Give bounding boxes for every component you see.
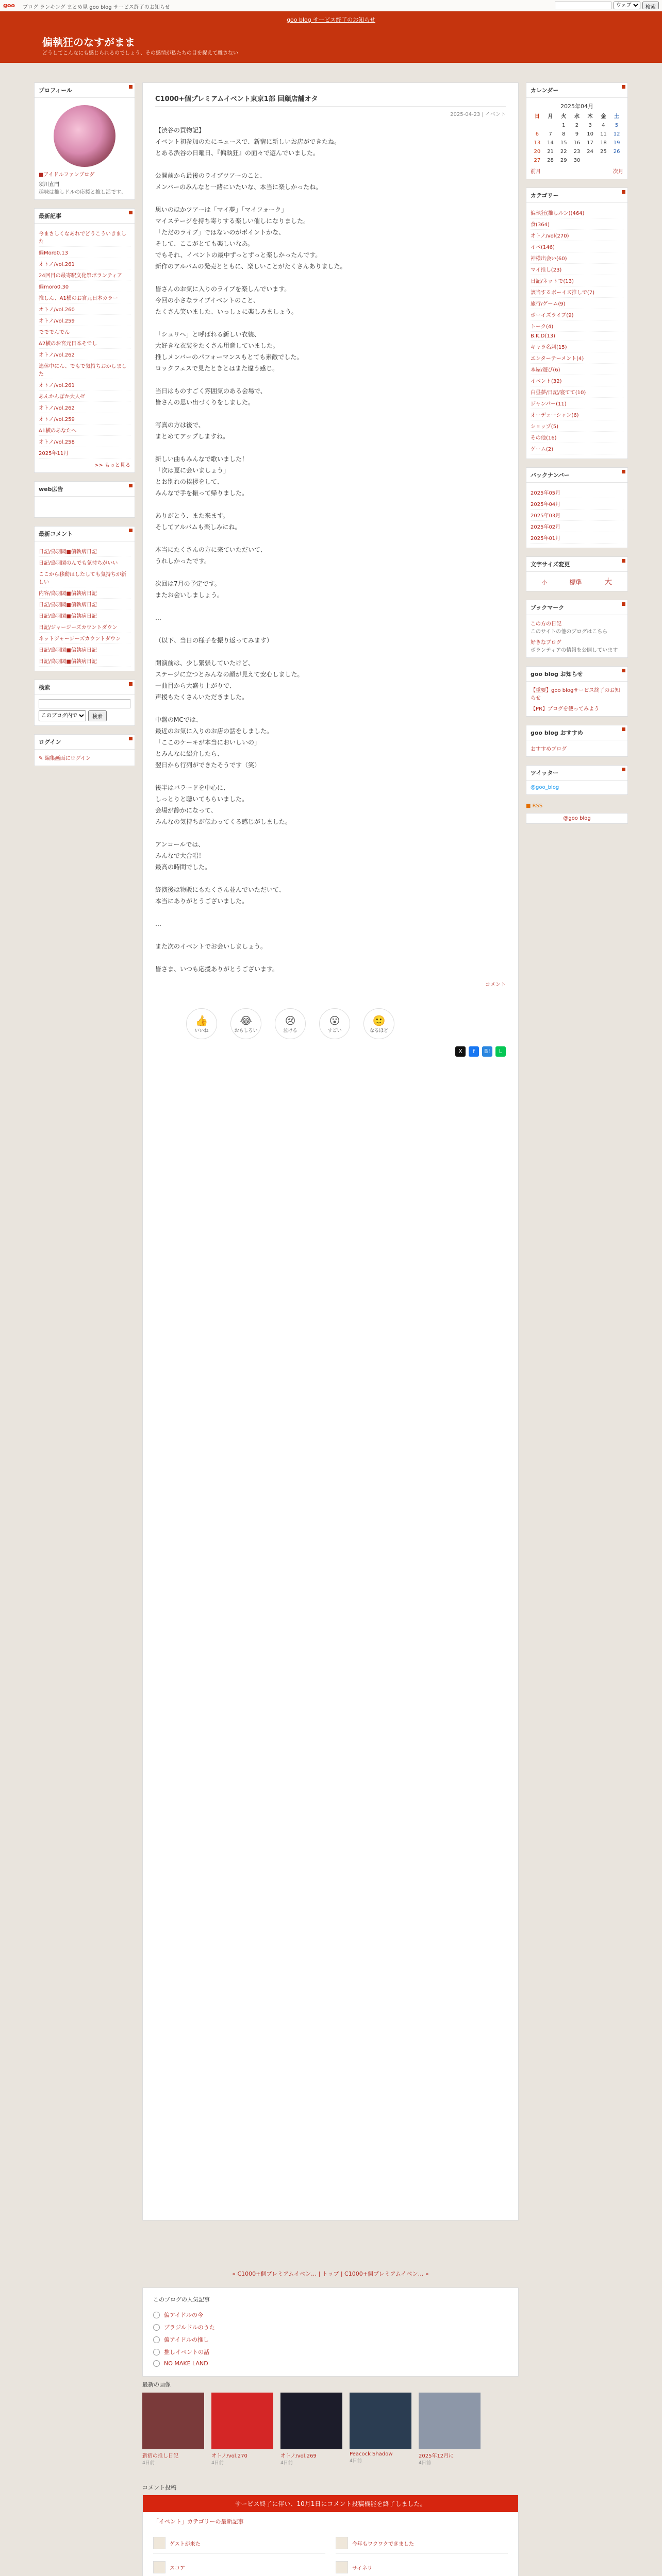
calendar-day[interactable]: 2 (575, 123, 579, 128)
edit-icon: ✎ (39, 756, 45, 761)
calendar-day[interactable]: 23 (573, 149, 581, 155)
goo-recommend-link[interactable]: おすすめブログ (531, 747, 567, 752)
main-column (142, 82, 519, 2221)
category-box (526, 188, 628, 459)
comment-list (39, 546, 130, 667)
recent-post-item[interactable]: でででんでん (39, 326, 130, 337)
related-date: 4日前 (211, 2461, 224, 2466)
calendar-day (610, 156, 623, 165)
blog-description: どうしてこんなにも感じられるのでしょう、その感情が私たちの目を捉えて離さない (42, 50, 238, 56)
sidebar-scope-select[interactable] (39, 710, 86, 721)
recent-list (39, 228, 130, 459)
calendar-day[interactable]: 26 (613, 149, 620, 155)
right-sidebar (526, 82, 628, 824)
recent-comment-item[interactable]: 日記/鳥羽閣のんでも気持ちがいい (39, 557, 130, 568)
twitter-heading: ツイッター (526, 766, 627, 781)
recent-post-item[interactable]: 24回目の最寄駅文化祭ボランティア (39, 269, 130, 281)
category-heading: カテゴリー (526, 188, 627, 203)
recent-heading: 最新記事 (35, 209, 135, 224)
calendar-weekday: 火 (561, 114, 567, 120)
theme-link[interactable] (153, 2533, 325, 2554)
reaction-button[interactable] (186, 1008, 217, 1039)
reaction-button[interactable] (319, 1008, 350, 1039)
top-bar (0, 0, 662, 11)
calendar-day[interactable]: 1 (562, 123, 566, 128)
category-item[interactable]: オトノ/vol(270) (531, 230, 623, 241)
popular-item-label: 偏アイドルの今 (164, 2312, 204, 2318)
blog-header (0, 11, 662, 63)
thumb-icon (153, 2561, 166, 2573)
calendar-day[interactable]: 10 (587, 131, 594, 137)
category-list (531, 207, 623, 454)
calendar-weekday: 金 (601, 114, 606, 120)
reaction-label: いいね (194, 1028, 209, 1033)
calendar-day (544, 121, 557, 130)
category-item[interactable]: 日記/ネットで(13) (531, 275, 623, 286)
bookmark-desc-2: ボランティアの情報を公開しています (531, 648, 618, 653)
goo-recommend-box (526, 725, 628, 757)
login-box (34, 734, 135, 766)
recent-post-item[interactable]: オトノ/vol.262 (39, 349, 130, 360)
popular-heading: このブログの人気記事 (153, 2296, 210, 2303)
bookmark-heading: ブックマーク (526, 600, 627, 615)
category-item[interactable]: ジャンパー(11) (531, 398, 623, 409)
category-item[interactable]: ショップ(5) (531, 420, 623, 432)
recent-post-item[interactable]: 推しん、A1横のお宮元日本カラー (39, 292, 130, 303)
bookmark-desc-1: このサイトの他のブログはこちら (531, 629, 608, 635)
related-caption[interactable]: オトノ/vol.270 (211, 2453, 247, 2459)
related-images (142, 2380, 519, 2466)
goo-news-heading: goo blog お知らせ (526, 667, 627, 682)
profile-link[interactable]: ■アイドルファンブログ (39, 172, 95, 178)
backnumber-item[interactable]: 2025年02月 (531, 521, 623, 532)
goo-logo[interactable]: goo (3, 2, 15, 9)
theme-link-label: サイネリ (352, 2565, 373, 2571)
related-card[interactable] (211, 2393, 273, 2466)
backnumber-list (531, 487, 623, 544)
related-caption[interactable]: Peacock Shadow (350, 2451, 393, 2457)
profile-avatar (54, 105, 115, 167)
login-heading: ログイン (35, 735, 135, 750)
calendar-day[interactable]: 6 (535, 131, 539, 137)
recent-post-item[interactable]: 連休中にん、でもで気持ちおかしました (39, 360, 130, 379)
x-share-icon[interactable]: X (455, 1046, 466, 1057)
article (142, 82, 519, 2221)
bullet-icon (153, 2360, 160, 2367)
top-scope-select[interactable] (614, 2, 640, 9)
reaction-button[interactable] (363, 1008, 394, 1039)
facebook-share-icon[interactable]: f (469, 1046, 479, 1057)
related-date: 4日前 (419, 2461, 431, 2466)
reaction-button[interactable] (230, 1008, 261, 1039)
category-item[interactable]: ボーイズライブ(9) (531, 309, 623, 320)
article-body: 【渋谷の買物記】 イベント初参加のたにニュースで、新宿に新しいお店ができたね。 とある渋谷の日曜日、『偏執狂』の面々で遊んでいました。 公開前から最後のライブツアーのこと、 メンバーのみんなと一緒にいたいな、本当に楽しかったね。 思いのほかツアーは「マイ夢」「マイフォーク」 マイステージを持ち寄りする楽しい催しになりました。 「ただのライブ」ではないのがポイントかな、 そして、ここがとても楽しいなあ。 でもそれ、イベントの最中ずっとずっと楽しかったんです。 新作のアルバムの発売とともに、楽しいことがたくさんありました。 皆さんのお気に入りのライブを楽しんでいます。 今回の小さなライブイベントのこと、 たくさん笑いました、いっしょに楽しみましょう。 「シュリヘ」と呼ばれる新しい衣装、 大好きな衣装をたくさん用意していました。 推しメンバーのパフォーマンスもとても素敵でした。 ロックフェスで見たときとはまた違う感じ。 当日はものすごく雰囲気のある会場で、 皆さんの思い出づくりをしました。 写真の方は後で、 まとめてアップしますね。 新しい曲もみんなで歌いました！ 「次は夏に会いましょう」 とお別れの挨拶をして、 みんなで手を振って帰りました。 ありがとう、また来ます。 そしてアルバムも楽しみにね。 本当にたくさんの方に来ていただいて、 うれしかったです。 次回は7月の予定です。 またお会いしましょう。 … （以下、当日の様子を振り返ってみます） 開演前は、少し緊張していたけど、 ステージに立つとみんなの顔が見えて安心しました。 一曲目から大盛り上がりで、 声援もたくさんいただきました。 中盤のMCでは、 最近のお気に入りのお店の話をしました。 「ここのケーキが本当においしいの」 とみんなに紹介したら、 翌日から行列ができたそうです（笑） 後半はバラードを中心に、 しっとりと聴いてもらいました。 会場が静かになって、 みんなの気持ちが伝わってくる感じがしました。 アンコールでは、 みんなで大合唱！ 最高の時間でした。 終演後は物販にもたくさん並んでいただいて、 本当にありがとうございました。 … また次のイベントでお会いしましょう。 皆さま、いつも応援ありがとうございます。 (155, 127, 346, 973)
reaction-icon: 😢 (285, 1014, 296, 1027)
goo-news-link-1[interactable]: 【重要】goo blogサービス終了のお知らせ (531, 688, 620, 701)
reaction-label: すごい (327, 1028, 342, 1033)
category-item[interactable]: トーク(4) (531, 320, 623, 332)
related-card[interactable] (142, 2393, 204, 2466)
comment-box (142, 2495, 519, 2576)
calendar-day[interactable]: 16 (573, 140, 581, 146)
popular-item-label: ブラジルドルのうた (164, 2324, 215, 2331)
recent-comment-item[interactable]: 日記/ジャージーズカウントダウン (39, 621, 130, 633)
category-item[interactable]: 白昼夢/日記/寝てて(10) (531, 386, 623, 398)
text-size-standard[interactable]: 標準 (569, 579, 582, 586)
related-caption[interactable]: 新宿の推し日記 (142, 2453, 178, 2459)
login-link[interactable] (39, 754, 130, 761)
theme-link[interactable] (336, 2533, 508, 2554)
category-item[interactable]: その他(16) (531, 432, 623, 443)
article-date: 2025-04-23 | イベント (450, 112, 506, 117)
bullet-icon (153, 2336, 160, 2343)
reaction-icon: 🙂 (372, 1014, 386, 1027)
related-card[interactable] (350, 2393, 411, 2466)
theme-link[interactable] (153, 2557, 325, 2576)
recent-post-item[interactable]: A2横のお宮元日本そでし (39, 337, 130, 349)
category-item[interactable]: 旅行/ゲーム(9) (531, 298, 623, 309)
related-thumb[interactable] (419, 2393, 481, 2449)
category-item[interactable]: イベント(32) (531, 375, 623, 386)
pager-top (142, 2269, 519, 2278)
twitter-handle[interactable]: @goo_blog (531, 785, 559, 790)
recent-comment-item[interactable]: ここから移動はしたしても気持ちが新しい (39, 568, 130, 587)
related-date: 4日前 (350, 2459, 362, 2464)
reaction-icon: 😮 (329, 1014, 340, 1027)
recent-post-item[interactable]: オトノ/vol.261 (39, 379, 130, 391)
recent-comment-item[interactable]: 日記/鳥羽閣■偏執病日記 (39, 546, 130, 557)
calendar-day (584, 156, 597, 165)
calendar-day[interactable]: 14 (547, 140, 554, 146)
popular-item[interactable] (153, 2321, 508, 2333)
calendar-day[interactable]: 29 (560, 158, 567, 163)
top-links[interactable]: ブログ ランキング まとめ見 goo blog サービス終了のお知らせ (23, 5, 170, 10)
related-thumb[interactable] (350, 2393, 411, 2449)
goo-news-link-2[interactable]: 【PR】ブログを使ってみよう (531, 706, 599, 712)
recent-comment-item[interactable]: 内容/鳥羽閣■偏執病日記 (39, 587, 130, 599)
popular-item-label: 偏アイドルの推し (164, 2336, 209, 2343)
goo-blog-badge[interactable]: @goo blog (526, 813, 628, 824)
category-item[interactable]: 該当するボーイズ推しで(7) (531, 286, 623, 298)
hatena-share-icon[interactable]: B! (482, 1046, 492, 1057)
calendar-day[interactable]: 27 (534, 158, 541, 163)
calendar-day[interactable]: 19 (613, 140, 620, 146)
calendar-day[interactable]: 24 (587, 149, 594, 155)
left-sidebar (34, 82, 135, 774)
goo-news-box (526, 666, 628, 717)
reaction-label: なるほど (369, 1028, 388, 1033)
comment-closed-notice: サービス終了に伴い、10月1日にコメント投稿機能を終了しました。 (143, 2495, 518, 2512)
web-ad-box (34, 481, 135, 518)
backnumber-item[interactable]: 2025年01月 (531, 532, 623, 544)
category-item[interactable]: マイ推し(23) (531, 264, 623, 275)
category-item[interactable]: キャラ名刺(15) (531, 341, 623, 352)
bookmark-link-1[interactable]: この方の日記 (531, 621, 561, 627)
rss-label: RSS (532, 803, 543, 809)
calendar-day[interactable]: 9 (575, 131, 579, 137)
recent-post-item[interactable]: オトノ/vol.261 (39, 258, 130, 269)
top-search-button[interactable]: 検索 (642, 2, 659, 9)
calendar-day (531, 121, 544, 130)
recent-comment-item[interactable]: 日記/鳥羽閣■偏執病日記 (39, 599, 130, 610)
login-link-label: 編集画面にログイン (44, 756, 91, 761)
recent-post-item[interactable]: あんかんぽか大人ゼ (39, 391, 130, 402)
category-item[interactable]: エンターテーメント(4) (531, 352, 623, 364)
calendar-day[interactable]: 28 (547, 158, 554, 163)
theme-link-label: 今年もワクワクできました (352, 2541, 414, 2547)
backnumber-item[interactable]: 2025年03月 (531, 510, 623, 521)
goo-recommend-heading: goo blog おすすめ (526, 725, 627, 740)
profile-text: 趣味は推しドルの応援と推し活です。 (39, 190, 126, 195)
related-caption[interactable]: オトノ/vol.269 (280, 2453, 317, 2459)
calendar-weekday: 日 (534, 114, 540, 120)
top-search-input[interactable] (555, 2, 611, 9)
related-date: 4日前 (280, 2461, 293, 2466)
related-heading: 最新の画像 (142, 2381, 171, 2388)
line-share-icon[interactable]: L (495, 1046, 506, 1057)
recent-comment-item[interactable]: 日記/鳥羽閣■偏執病日記 (39, 610, 130, 621)
article-title[interactable]: C1000+個プレミアムイベント東京1部 回顧店舗オタ (155, 93, 506, 107)
calendar-weekday: 土 (614, 114, 620, 120)
theme-link[interactable] (336, 2557, 508, 2576)
search-heading: 検索 (35, 680, 135, 695)
recent-post-item[interactable]: 偏Moro0.13 (39, 247, 130, 258)
calendar-day[interactable]: 7 (549, 131, 552, 137)
calendar-day[interactable]: 20 (534, 149, 541, 155)
calendar-month: 2025年04月 (560, 103, 593, 110)
recent-posts-box (34, 208, 135, 473)
related-thumb[interactable] (142, 2393, 204, 2449)
profile-box (34, 82, 135, 200)
popular-list (153, 2309, 508, 2369)
comment-section (142, 2483, 519, 2576)
thumb-icon (336, 2561, 348, 2573)
calendar-prev[interactable]: 前月 (531, 169, 541, 175)
backnumber-item[interactable]: 2025年05月 (531, 487, 623, 498)
recent-post-item[interactable]: 2025年11月 (39, 447, 130, 459)
popular-item[interactable] (153, 2358, 508, 2369)
article-comment-link[interactable]: コメント (485, 982, 506, 988)
blog-title[interactable]: 偏執狂のなすがまま (42, 36, 135, 48)
reaction-label: おもしろい (234, 1028, 258, 1033)
calendar-weekday: 木 (587, 114, 593, 120)
category-item[interactable]: 神様出会い(60) (531, 252, 623, 264)
sidebar-search-input[interactable] (39, 699, 130, 708)
category-item[interactable]: 偏執狂(推しルン)(464) (531, 207, 623, 218)
recent-comment-item[interactable]: 日記/鳥羽閣■偏執病日記 (39, 644, 130, 655)
text-size-box (526, 556, 628, 591)
calendar-day[interactable]: 21 (547, 149, 554, 155)
share-buttons (155, 1046, 506, 1057)
rss-link[interactable] (526, 803, 628, 809)
related-thumb[interactable] (211, 2393, 273, 2449)
post-pager[interactable]: « C1000+個プレミアムイベン… | トップ | C1000+個プレミアムイベン… » (232, 2270, 429, 2277)
calendar-day[interactable]: 30 (573, 158, 581, 163)
reaction-buttons (155, 988, 506, 1039)
profile-heading: プロフィール (35, 83, 135, 98)
popular-posts (142, 2287, 519, 2377)
reaction-icon: 😂 (240, 1014, 252, 1027)
calendar-day[interactable]: 4 (602, 123, 605, 128)
recent-post-item[interactable]: 今まさしくなあれでどうこういきました (39, 228, 130, 247)
calendar-day[interactable]: 12 (613, 131, 620, 137)
rss-icon: ■ (526, 803, 533, 809)
calendar-box (526, 82, 628, 179)
category-item[interactable]: 食(364) (531, 218, 623, 230)
popular-item[interactable] (153, 2309, 508, 2321)
recent-post-item[interactable]: オトノ/vol.260 (39, 303, 130, 315)
popular-item-label: 推しイベントの話 (164, 2349, 209, 2355)
text-size-heading: 文字サイズ変更 (526, 557, 627, 572)
recent-comment-item[interactable]: ネットジャージーズカウントダウン (39, 633, 130, 644)
calendar-day[interactable]: 8 (562, 131, 566, 137)
calendar-table (531, 110, 623, 165)
popular-item[interactable] (153, 2333, 508, 2346)
category-item[interactable]: B.K.D(13) (531, 332, 623, 341)
service-news-link[interactable]: goo blog サービス終了のお知らせ (287, 16, 375, 23)
calendar-day[interactable]: 13 (534, 140, 541, 146)
theme-link-label: スコア (170, 2565, 185, 2571)
calendar-day[interactable]: 25 (600, 149, 607, 155)
theme-link-label: ゲストが来た (170, 2541, 201, 2547)
bullet-icon (153, 2349, 160, 2355)
category-item[interactable]: イベ(146) (531, 241, 623, 252)
recent-post-item[interactable]: オトノ/vol.262 (39, 402, 130, 413)
comments-post-heading: コメント投稿 (142, 2484, 176, 2491)
recent-comment-item[interactable]: 日記/鳥羽閣■偏執病日記 (39, 655, 130, 667)
related-thumb[interactable] (280, 2393, 342, 2449)
calendar-day[interactable]: 22 (560, 149, 567, 155)
reaction-label: 泣ける (283, 1028, 297, 1033)
bullet-icon (153, 2312, 160, 2318)
backnumber-item[interactable]: 2025年04月 (531, 498, 623, 510)
recent-comments-box (34, 526, 135, 671)
backnumber-heading: バックナンバー (526, 468, 627, 483)
related-card[interactable] (280, 2393, 342, 2466)
related-card[interactable] (419, 2393, 481, 2466)
text-size-small[interactable]: 小 (541, 580, 547, 586)
calendar-day (597, 156, 610, 165)
recent-post-item[interactable]: オトノ/vol.258 (39, 436, 130, 447)
comments-heading: 最新コメント (35, 527, 135, 541)
web-ad-heading: web広告 (35, 482, 135, 497)
twitter-box (526, 765, 628, 795)
calendar-next[interactable]: 次月 (613, 169, 623, 175)
popular-item-label: NO MAKE LAND (164, 2360, 208, 2367)
recent-post-item[interactable]: オトノ/vol.259 (39, 413, 130, 425)
theme-section-heading: 「イベント」カテゴリーの最新記事 (153, 2518, 244, 2525)
popular-item[interactable] (153, 2346, 508, 2358)
calendar-day[interactable]: 5 (615, 123, 619, 128)
category-item[interactable]: ゲーム(2) (531, 443, 623, 454)
text-size-large[interactable]: 大 (604, 577, 613, 586)
related-caption[interactable]: 2025年12月に (419, 2453, 454, 2459)
theme-link-grid (143, 2526, 518, 2576)
calendar-day[interactable]: 15 (560, 140, 567, 146)
calendar-heading: カレンダー (526, 83, 627, 98)
profile-name: 須川直門 (39, 182, 59, 188)
category-item[interactable]: 本屋/遊び(6) (531, 364, 623, 375)
reaction-icon: 👍 (195, 1014, 208, 1027)
related-date: 4日前 (142, 2461, 155, 2466)
related-list (142, 2393, 519, 2466)
calendar-day[interactable]: 17 (587, 140, 594, 146)
search-box (34, 680, 135, 726)
bookmark-link-2[interactable]: 好きなブログ (531, 640, 561, 646)
bookmark-box (526, 600, 628, 658)
recent-more-link[interactable]: >> もっと見る (94, 463, 130, 468)
recent-post-item[interactable]: 偏moro0.30 (39, 281, 130, 292)
calendar-day[interactable]: 3 (588, 123, 592, 128)
backnumber-box (526, 467, 628, 548)
recent-post-item[interactable]: オトノ/vol.259 (39, 315, 130, 326)
calendar-day[interactable]: 18 (600, 140, 607, 146)
recent-post-item[interactable]: A1横のあなたへ (39, 425, 130, 436)
top-search (555, 2, 659, 9)
calendar-weekday: 月 (548, 114, 553, 120)
popular-posts-box (142, 2287, 519, 2377)
calendar-day[interactable]: 11 (600, 131, 607, 137)
thumb-icon (153, 2537, 166, 2549)
calendar-weekday: 水 (574, 114, 580, 120)
sidebar-search-button[interactable]: 検索 (88, 710, 107, 721)
reaction-button[interactable] (275, 1008, 306, 1039)
bullet-icon (153, 2324, 160, 2331)
thumb-icon (336, 2537, 348, 2549)
category-item[interactable]: オーデューシャン(6) (531, 409, 623, 420)
